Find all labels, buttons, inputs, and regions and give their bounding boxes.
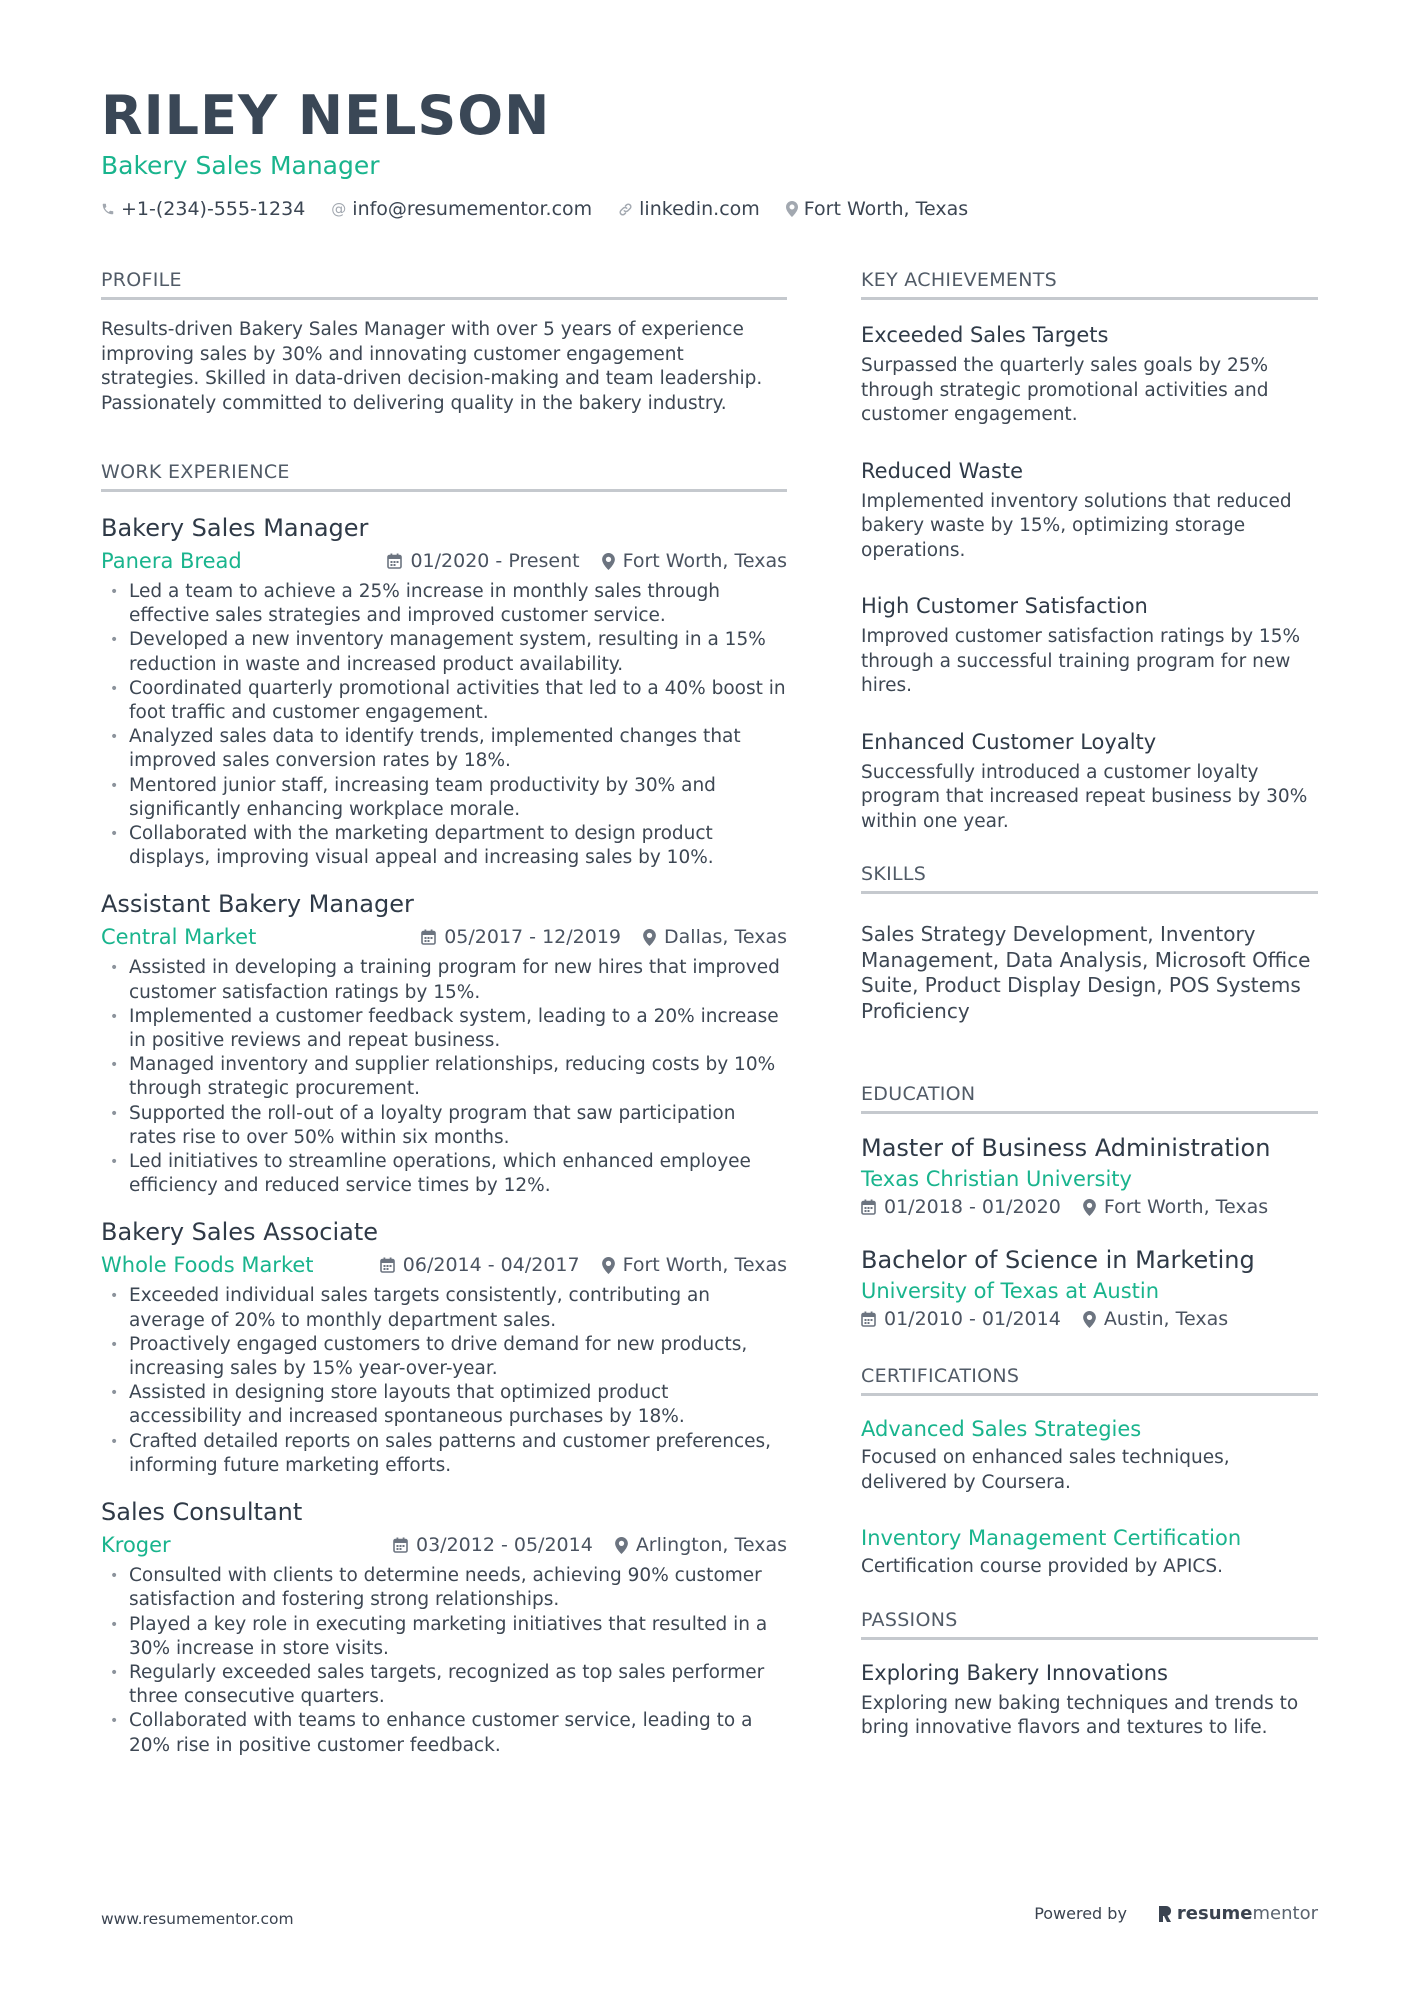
achievement-desc: Successfully introduced a customer loyalty program that increased repeat business by 30% within one year. bbox=[861, 761, 1308, 832]
job-bullet: • Analyzed sales data to identify trends, implemented changes that improved sales conversion rates by 18%. bbox=[101, 725, 787, 773]
calendar-icon bbox=[861, 1199, 876, 1215]
job-company: Kroger bbox=[101, 1533, 171, 1558]
achievement-item bbox=[861, 320, 1318, 428]
job-bullet: • Developed a new inventory management system, resulting in a 15% reduction in waste and increased product availability. bbox=[101, 628, 787, 676]
link-icon bbox=[618, 202, 633, 217]
job-bullet: • Consulted with clients to determine needs, achieving 90% customer satisfaction and fostering strong relationships. bbox=[101, 1564, 787, 1612]
education-meta bbox=[861, 1196, 1318, 1218]
achievement-title: Enhanced Customer Loyalty bbox=[861, 729, 1157, 754]
experience-section bbox=[101, 460, 787, 1758]
job-bullet: • Implemented a customer feedback system, leading to a 20% increase in positive reviews and repeat business. bbox=[101, 1005, 787, 1053]
job-entry bbox=[101, 1216, 787, 1478]
contact-linkedin[interactable] bbox=[618, 198, 760, 220]
job-location-text: Fort Worth, Texas bbox=[622, 550, 787, 572]
passions-heading: PASSIONS bbox=[861, 1608, 1318, 1640]
job-bullet: • Proactively engaged customers to drive demand for new products, increasing sales by 15% year-over-year. bbox=[101, 1333, 787, 1381]
map-pin-icon bbox=[1083, 1311, 1096, 1328]
map-pin-icon bbox=[786, 201, 798, 217]
certification-item bbox=[861, 1523, 1318, 1580]
contact-email-text: info@resumementor.com bbox=[352, 198, 593, 220]
job-bullets bbox=[101, 580, 787, 870]
achievement-item bbox=[861, 591, 1318, 699]
job-title: Bakery Sales Manager bbox=[101, 514, 369, 542]
job-bullet: • Regularly exceeded sales targets, recognized as top sales performer three consecutive quarters. bbox=[101, 1661, 787, 1709]
passion-title: Exploring Bakery Innovations bbox=[861, 1660, 1168, 1685]
passion-item bbox=[861, 1658, 1318, 1741]
map-pin-icon bbox=[602, 1257, 615, 1274]
contact-phone-text: +1-(234)-555-1234 bbox=[121, 198, 306, 220]
footer-powered bbox=[1034, 1903, 1318, 1924]
job-bullets bbox=[101, 1284, 787, 1478]
certifications-heading: CERTIFICATIONS bbox=[861, 1364, 1318, 1396]
job-title: Bakery Sales Associate bbox=[101, 1218, 379, 1247]
education-location bbox=[1083, 1308, 1228, 1330]
footer-website[interactable]: www.resumementor.com bbox=[101, 1910, 294, 1928]
job-bullet: • Led a team to achieve a 25% increase in monthly sales through effective sales strategies and improved customer service. bbox=[101, 580, 787, 628]
certification-title: Inventory Management Certification bbox=[861, 1526, 1242, 1550]
job-dates-text: 01/2020 - Present bbox=[410, 550, 580, 572]
achievement-desc: Improved customer satisfaction ratings by 15% through a successful training program for new hires. bbox=[861, 626, 1301, 696]
profile-section bbox=[101, 268, 787, 416]
job-bullets bbox=[101, 1564, 787, 1758]
job-dates bbox=[387, 550, 579, 572]
job-bullet: • Assisted in developing a training program for new hires that improved customer satisfaction ratings by 15%. bbox=[101, 956, 787, 1004]
job-meta-right bbox=[371, 1534, 787, 1556]
calendar-icon bbox=[380, 1257, 395, 1273]
candidate-role: Bakery Sales Manager bbox=[101, 151, 380, 180]
education-location-text: Austin, Texas bbox=[1103, 1308, 1229, 1330]
right-column bbox=[861, 268, 1318, 1769]
brand-bold-text: resume bbox=[1176, 1903, 1253, 1924]
education-degree: Bachelor of Science in Marketing bbox=[861, 1246, 1255, 1274]
education-list bbox=[861, 1132, 1318, 1330]
job-meta-right bbox=[365, 550, 787, 572]
job-bullet: • Mentored junior staff, increasing team productivity by 30% and significantly enhancing workplace morale. bbox=[101, 774, 787, 822]
job-bullets bbox=[101, 956, 787, 1198]
job-dates-text: 03/2012 - 05/2014 bbox=[416, 1534, 593, 1557]
job-meta bbox=[101, 1530, 787, 1560]
brand-logo[interactable] bbox=[1157, 1903, 1318, 1924]
education-dates bbox=[861, 1308, 1061, 1330]
contact-email[interactable] bbox=[331, 198, 592, 220]
contact-phone bbox=[101, 198, 305, 220]
skills-section bbox=[861, 862, 1318, 1024]
left-column bbox=[101, 268, 787, 1776]
certification-item bbox=[861, 1414, 1318, 1495]
job-bullet: • Collaborated with the marketing department to design product displays, improving visual appeal and increasing sales by 10%. bbox=[101, 822, 787, 870]
phone-icon bbox=[101, 202, 115, 216]
job-bullet: • Led initiatives to streamline operations, which enhanced employee efficiency and reduced service times by 12%. bbox=[101, 1150, 787, 1198]
job-bullet: • Crafted detailed reports on sales patterns and customer preferences, informing future marketing efforts. bbox=[101, 1430, 787, 1478]
at-icon: @ bbox=[331, 200, 347, 218]
achievements-list bbox=[861, 320, 1318, 834]
job-location bbox=[615, 1534, 787, 1556]
contact-location bbox=[786, 198, 968, 220]
passions-list bbox=[861, 1658, 1318, 1741]
certifications-list bbox=[861, 1414, 1318, 1580]
contact-location-text: Fort Worth, Texas bbox=[803, 198, 969, 220]
job-dates bbox=[393, 1534, 593, 1556]
brand-light-text: mentor bbox=[1252, 1903, 1318, 1924]
job-bullet: • Coordinated quarterly promotional activities that led to a 40% boost in foot traffic and customer engagement. bbox=[101, 677, 787, 725]
resume-header bbox=[101, 84, 1321, 220]
job-company: Panera Bread bbox=[101, 549, 242, 573]
job-location bbox=[602, 550, 787, 572]
contact-row bbox=[101, 198, 1321, 220]
achievements-heading: KEY ACHIEVEMENTS bbox=[861, 268, 1318, 300]
achievement-item bbox=[861, 727, 1318, 835]
job-bullet: • Exceeded individual sales targets consistently, contributing an average of 20% to monthly department sales. bbox=[101, 1284, 787, 1332]
candidate-name: RILEY NELSON bbox=[101, 84, 551, 147]
achievement-desc: Implemented inventory solutions that reduced bakery waste by 15%, optimizing storage operations. bbox=[861, 490, 1292, 561]
achievement-item bbox=[861, 456, 1318, 564]
calendar-icon bbox=[393, 1537, 408, 1553]
job-location bbox=[602, 1254, 787, 1276]
certifications-section bbox=[861, 1364, 1318, 1580]
job-bullet: • Managed inventory and supplier relationships, reducing costs by 10% through strategic procurement. bbox=[101, 1053, 787, 1101]
profile-text: Results-driven Bakery Sales Manager with over 5 years of experience improving sales by 30% and innovating customer engagement strategies. Skilled in data-driven decision-making and team leadership. Passionately committed to delivering quality in the bakery industry. bbox=[101, 319, 763, 414]
skills-text: Sales Strategy Development, Inventory Management, Data Analysis, Microsoft Office Suite, Product Display Design, POS Systems Proficiency bbox=[861, 922, 1311, 1023]
achievement-title: Exceeded Sales Targets bbox=[861, 323, 1109, 347]
map-pin-icon bbox=[615, 1537, 628, 1554]
skills-heading: SKILLS bbox=[861, 862, 1318, 894]
education-degree: Master of Business Administration bbox=[861, 1134, 1271, 1162]
jobs-list bbox=[101, 512, 787, 1758]
certification-desc: Certification course provided by APICS. bbox=[861, 1556, 1223, 1577]
education-heading: EDUCATION bbox=[861, 1082, 1318, 1114]
job-company: Whole Foods Market bbox=[101, 1253, 314, 1278]
passion-desc: Exploring new baking techniques and trends to bring innovative flavors and textures to life. bbox=[861, 1692, 1299, 1738]
achievements-section bbox=[861, 268, 1318, 834]
education-location bbox=[1083, 1196, 1268, 1218]
education-item bbox=[861, 1132, 1318, 1218]
job-bullet: • Collaborated with teams to enhance customer service, leading to a 20% rise in positive customer feedback. bbox=[101, 1709, 787, 1757]
brand-r-icon bbox=[1157, 1904, 1173, 1924]
passions-section bbox=[861, 1608, 1318, 1741]
achievement-title: High Customer Satisfaction bbox=[861, 594, 1148, 618]
education-location-text: Fort Worth, Texas bbox=[1103, 1196, 1269, 1218]
job-company: Central Market bbox=[101, 925, 257, 950]
achievement-desc: Surpassed the quarterly sales goals by 25% through strategic promotional activities and customer engagement. bbox=[861, 355, 1269, 425]
job-dates bbox=[380, 1254, 580, 1276]
education-meta bbox=[861, 1308, 1318, 1330]
education-school: Texas Christian University bbox=[861, 1167, 1132, 1191]
education-section bbox=[861, 1082, 1318, 1330]
profile-heading: PROFILE bbox=[101, 268, 787, 300]
job-title: Sales Consultant bbox=[101, 1498, 303, 1527]
job-bullet: • Assisted in designing store layouts that optimized product accessibility and increased spontaneous purchases by 18%. bbox=[101, 1381, 787, 1429]
job-location-text: Fort Worth, Texas bbox=[622, 1254, 787, 1277]
education-dates-text: 01/2018 - 01/2020 bbox=[884, 1196, 1061, 1218]
education-item bbox=[861, 1244, 1318, 1330]
job-dates-text: 05/2017 - 12/2019 bbox=[444, 926, 622, 949]
job-meta-right bbox=[399, 926, 787, 948]
calendar-icon bbox=[387, 553, 402, 569]
education-dates bbox=[861, 1196, 1061, 1218]
job-entry bbox=[101, 888, 787, 1198]
job-dates-text: 06/2014 - 04/2017 bbox=[402, 1254, 580, 1277]
job-location-text: Arlington, Texas bbox=[635, 1534, 787, 1557]
job-title: Assistant Bakery Manager bbox=[101, 890, 414, 919]
calendar-icon bbox=[421, 929, 436, 945]
calendar-icon bbox=[861, 1311, 876, 1327]
education-school: University of Texas at Austin bbox=[861, 1279, 1160, 1303]
job-meta bbox=[101, 546, 787, 576]
contact-linkedin-text: linkedin.com bbox=[639, 198, 760, 220]
job-dates bbox=[421, 926, 621, 948]
job-meta-right bbox=[358, 1254, 787, 1276]
job-meta bbox=[101, 922, 787, 952]
job-bullet: • Played a key role in executing marketing initiatives that resulted in a 30% increase in store visits. bbox=[101, 1613, 787, 1661]
job-location-text: Dallas, Texas bbox=[664, 926, 787, 949]
job-meta bbox=[101, 1250, 787, 1280]
powered-by-label: Powered by bbox=[1034, 1904, 1127, 1923]
education-dates-text: 01/2010 - 01/2014 bbox=[884, 1308, 1061, 1330]
map-pin-icon bbox=[602, 553, 615, 570]
certification-title: Advanced Sales Strategies bbox=[861, 1417, 1142, 1441]
certification-desc: Focused on enhanced sales techniques, delivered by Coursera. bbox=[861, 1447, 1230, 1493]
map-pin-icon bbox=[1083, 1199, 1096, 1216]
job-entry bbox=[101, 512, 787, 870]
job-entry bbox=[101, 1496, 787, 1758]
experience-heading: WORK EXPERIENCE bbox=[101, 460, 787, 492]
achievement-title: Reduced Waste bbox=[861, 458, 1024, 483]
map-pin-icon bbox=[643, 929, 656, 946]
job-bullet: • Supported the roll-out of a loyalty program that saw participation rates rise to over 50% within six months. bbox=[101, 1102, 787, 1150]
job-location bbox=[643, 926, 787, 948]
